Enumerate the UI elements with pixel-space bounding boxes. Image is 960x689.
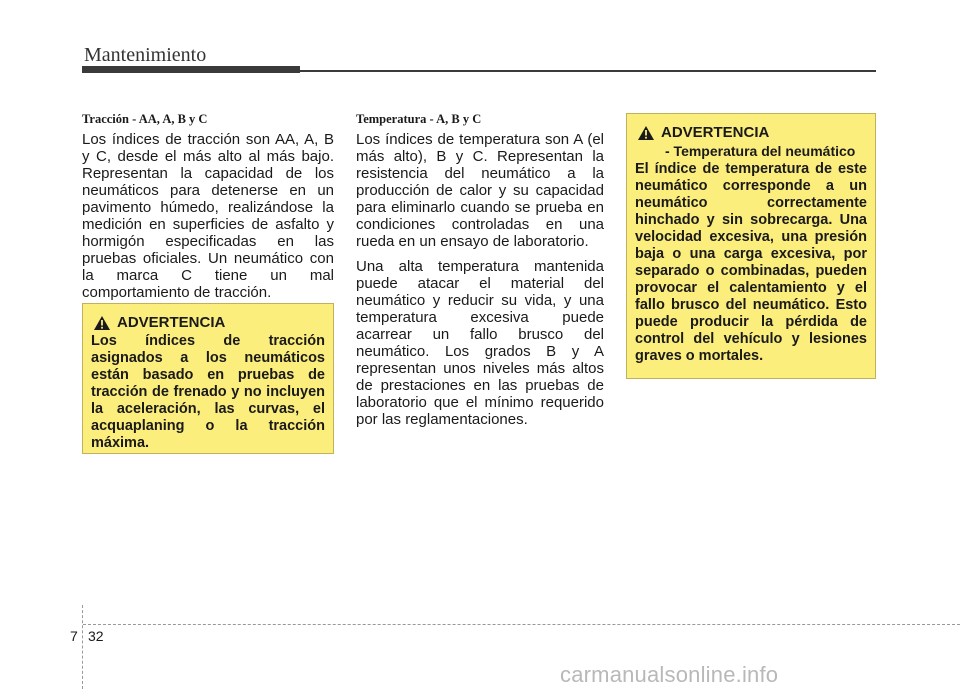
warning-title: ADVERTENCIA	[661, 124, 770, 141]
temperature-paragraph-1: Los índices de temperatura son A (el más alto), B y C. Representan la resistencia del neumático a la producción de calor y su capacidad para eliminarlo cuando se prueba en condiciones controladas en una rueda en un ensayo de laboratorio.	[356, 131, 604, 250]
warning-text: Los índices de tracción asignados a los neumáticos están basado en pruebas de tracción de frenado y no incluyen la aceleración, las curvas, el acquaplaning o la tracción máxima.	[91, 333, 325, 451]
page-number: 32	[88, 628, 104, 644]
warning-box-temperature	[626, 113, 876, 379]
header-rule	[300, 70, 876, 72]
warning-title: ADVERTENCIA	[117, 314, 226, 331]
chapter-number: 7	[70, 628, 78, 644]
header-bar	[82, 66, 300, 73]
footer-rule	[83, 624, 960, 625]
warning-header	[93, 314, 325, 331]
warning-text: El índice de temperatura de este neumático corresponde a un neumático correctamente hinchado y sin sobrecarga. Una velocidad excesiva, una presión baja o una carga excesiva, por separado o combinadas, pueden provocar el calentamiento y el fallo brusco del neumático. Esto puede producir la pérdida de control del vehículo y lesiones graves o mortales.	[635, 161, 867, 364]
page-header-title: Mantenimiento	[84, 44, 207, 66]
warning-triangle-icon	[93, 315, 111, 331]
warning-box-traction	[82, 303, 334, 454]
footer-vertical-rule	[82, 605, 83, 689]
column-middle	[356, 112, 604, 436]
column-left	[82, 112, 334, 309]
warning-header	[637, 124, 867, 141]
traction-body: Los índices de tracción son AA, A, B y C, desde el más alto al más bajo. Representan la capacidad de los neumáticos para detenerse en un pavimento húmedo, realizándose la medición en superficies de asfalto y hormigón especificadas en las pruebas oficiales. Un neumático con la marca C tiene un mal comportamiento de tracción.	[82, 131, 334, 301]
warning-triangle-icon	[637, 125, 655, 141]
temperature-title: Temperatura - A, B y C	[356, 112, 482, 126]
traction-title: Tracción - AA, A, B y C	[82, 112, 208, 126]
warning-subtitle: - Temperatura del neumático	[665, 143, 856, 159]
watermark: carmanualsonline.info	[560, 662, 779, 687]
temperature-paragraph-2: Una alta temperatura mantenida puede atacar el material del neumático y reducir su vida, y una temperatura excesiva puede acarrear un fallo brusco del neumático. Los grados B y A representan unos niveles más altos de prestaciones en las pruebas de laboratorio que el mínimo requerido por las reglamentaciones.	[356, 258, 604, 428]
